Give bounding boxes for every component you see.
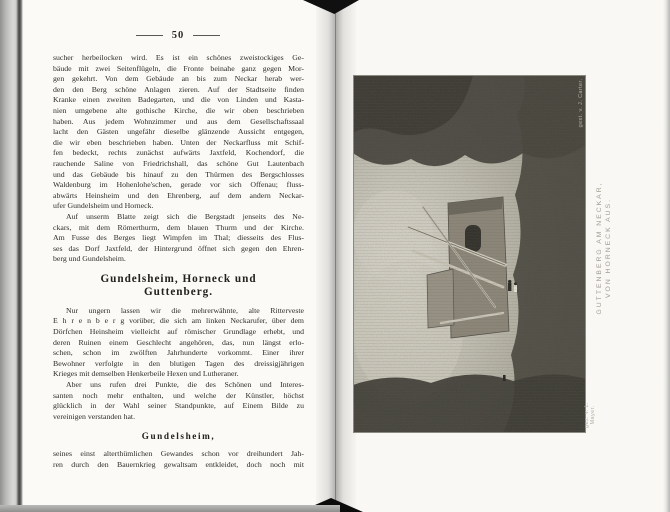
- text-line: Nur ungern lassen wir die mehrerwähnte, alte Ritterveste: [66, 305, 304, 315]
- page-header: [53, 30, 303, 41]
- text-line: ufer Gundelsheim und Horneck.: [53, 201, 154, 211]
- text-line: berg und Gundelsheim.: [53, 254, 126, 264]
- text-line: Aber uns rufen drei Punkte, die des Schönen und Interes-: [66, 380, 304, 390]
- text-line: abwärts Heinsheim und den Ehrenberg, auf dem andern Neckar-: [53, 190, 304, 200]
- text-line: sucher herbeilocken wird. Es ist ein schönes zweistockiges Ge-: [53, 53, 304, 62]
- header-rule-right: [193, 35, 220, 36]
- text-line: Gundelsheim, Horneck und: [100, 272, 257, 285]
- paragraph-body: [53, 449, 304, 470]
- right-page-edge: [663, 0, 670, 512]
- paragraph-body: [53, 306, 304, 380]
- right-page: [356, 0, 670, 512]
- text-line: fen bedeckt, rechts zunächst aufwärts Jaxtfeld, Kochendorf, die: [53, 148, 304, 158]
- left-page-text: [53, 53, 304, 470]
- plate-caption: [595, 178, 617, 318]
- paragraph-heading: [53, 273, 304, 300]
- text-line: Dörfchen Heinsheim vielleicht auf römischer Grundlage erhebt, und: [53, 327, 304, 337]
- engraving-plate: [353, 75, 586, 433]
- header-rule-left: [136, 35, 163, 36]
- paragraph-subheading: [53, 431, 304, 442]
- text-line: ren durch den Bauernkrieg gewaltsam entkleidet, doch noch mit: [53, 459, 304, 469]
- engraving-illustration: [353, 75, 586, 433]
- text-line: E h r e n b e r g vorüber, die sich am linken Neckarufer, über dem: [53, 316, 304, 326]
- text-line: ckars, mit dem Römerthurm, dem blauen Thurm und der Kirche.: [53, 222, 304, 232]
- text-line: Auf unserm Blatte zeigt sich die Bergstadt jenseits des Ne-: [66, 211, 304, 221]
- text-line: Krieges mit demselben Henkerbeile Hexen und Lutheraner.: [53, 369, 239, 379]
- plate-caption-line2: VON HORNECK AUS.: [605, 198, 612, 298]
- plate-caption-line1: GUTTENBERG AM NECKAR,: [596, 181, 603, 315]
- engraver-credit: gest. v. J. Carter.: [578, 78, 584, 128]
- text-line: haben. Aus jedem Wohnzimmer und aus dem Gesellschaftssaal: [53, 116, 304, 126]
- text-line: ses das Dorf Jaxtfeld, der Hintergrund öffnet sich gegen den Ehren-: [53, 243, 304, 253]
- page-number: 50: [171, 30, 185, 41]
- text-line: Gundelsheim,: [141, 431, 216, 442]
- text-line: den den Berg schöne Anlagen zieren. Auf der Stadtseite finden: [53, 84, 304, 94]
- text-line: die wir eben beschrieben haben. Unten der Neckarfluss mit Schif-: [53, 137, 304, 147]
- left-page: [23, 0, 316, 512]
- text-line: schen, schon im zwölften Jahrhunderte vorkommt. Einer ihrer: [53, 348, 304, 358]
- text-line: glücklich in der Wahl seiner Standpunkte, auf Einem Bilde zu: [53, 401, 304, 411]
- text-line: rauchende Saline von Friedrichshall, das schöne Gut Lautenbach: [53, 158, 304, 168]
- text-line: gen gekehrt. Von dem Gebäude an bis zum Neckar herab wer-: [53, 74, 304, 84]
- text-line: nien umgebene alte gothische Kirche, die wir oben beschrieben: [53, 105, 304, 115]
- binding-gutter: [316, 0, 356, 512]
- text-line: Guttenberg.: [143, 286, 214, 299]
- page-bottom-shadow: [0, 505, 340, 512]
- binding-gutter-line: [335, 0, 336, 512]
- text-line: deren Ruinen einem Geschlecht angehören, das, nun längst erlo-: [53, 337, 304, 347]
- page-fore-edges: [0, 0, 23, 512]
- text-line: vereinigen verstanden hat.: [53, 411, 136, 421]
- paragraph-body: [53, 380, 304, 422]
- text-line: seines einst alterthümlichen Gewandes schon vor dreihundert Jah-: [53, 449, 304, 458]
- text-line: santen noch mehr enthalten, und welche der Künstler, höchst: [53, 390, 304, 400]
- artist-credit: gez. v. L. Mayer.: [584, 402, 596, 428]
- text-line: bäude mit zwei Seitenflügeln, die Fronte beinahe ganz gegen Mor-: [53, 63, 304, 73]
- paragraph-body: [53, 53, 304, 212]
- text-line: und das Gebäude bis hinauf zu den Thürmen des Bergschlosses: [53, 169, 304, 179]
- text-line: Waldenburg im Hohenlohe'schen, gerade vor sich Offenau; fluss-: [53, 180, 304, 190]
- text-line: lacht den Gästen ungefähr dieselbe glänzende Aussicht entgegen,: [53, 127, 304, 137]
- text-line: Bewohner verfolgte in den blutigen Tagen des dreissigjährigen: [53, 358, 304, 368]
- text-line: Kranke einen zweiten Badegarten, und die von Linden und Kasta-: [53, 95, 304, 105]
- paragraph-body: [53, 212, 304, 265]
- text-line: Am Fusse des Berges liegt Wimpfen im Thal; diesseits des Flus-: [53, 233, 304, 243]
